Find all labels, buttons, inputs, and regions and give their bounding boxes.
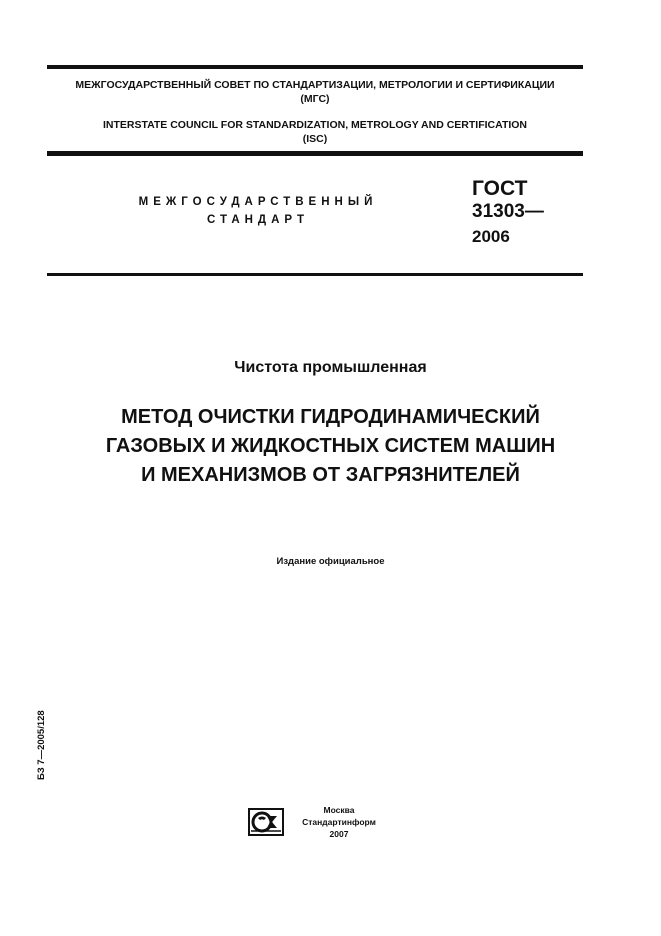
document-title-line3: И МЕХАНИЗМОВ ОТ ЗАГРЯЗНИТЕЛЕЙ bbox=[141, 464, 520, 486]
gost-number: 31303— bbox=[472, 201, 544, 222]
publisher-year: 2007 bbox=[329, 829, 349, 839]
publisher-name: Стандартинформ bbox=[302, 817, 376, 827]
publisher-info bbox=[296, 804, 382, 840]
standartinform-logo-icon bbox=[247, 807, 285, 837]
council-name-en bbox=[47, 118, 583, 146]
bottom-rule bbox=[47, 273, 583, 276]
gost-year: 2006 bbox=[472, 227, 510, 246]
standard-type-line1: МЕЖГОСУДАРСТВЕННЫЙ bbox=[138, 196, 378, 208]
standard-type-line2: СТАНДАРТ bbox=[207, 214, 309, 226]
document-subtitle: Чистота промышленная bbox=[234, 359, 427, 376]
document-title-line1: МЕТОД ОЧИСТКИ ГИДРОДИНАМИЧЕСКИЙ bbox=[121, 406, 540, 428]
council-ru-line2: (МГС) bbox=[300, 93, 330, 105]
council-name-ru bbox=[47, 78, 583, 106]
council-ru-line1: МЕЖГОСУДАРСТВЕННЫЙ СОВЕТ ПО СТАНДАРТИЗАЦИИ, МЕТРОЛОГИИ И СЕРТИФИКАЦИИ bbox=[75, 79, 555, 91]
edition-note: Издание официальное bbox=[276, 556, 385, 567]
council-en-line2: (ISC) bbox=[302, 133, 328, 145]
publisher-city: Москва bbox=[323, 805, 355, 815]
top-rule bbox=[47, 65, 583, 69]
document-title-line2: ГАЗОВЫХ И ЖИДКОСТНЫХ СИСТЕМ МАШИН bbox=[105, 435, 556, 457]
gost-label: ГОСТ bbox=[472, 177, 528, 200]
council-en-line1: INTERSTATE COUNCIL FOR STANDARDIZATION, METROLOGY AND CERTIFICATION bbox=[102, 119, 528, 131]
catalog-code: БЗ 7—2005/128 bbox=[36, 710, 47, 780]
middle-rule bbox=[47, 151, 583, 156]
